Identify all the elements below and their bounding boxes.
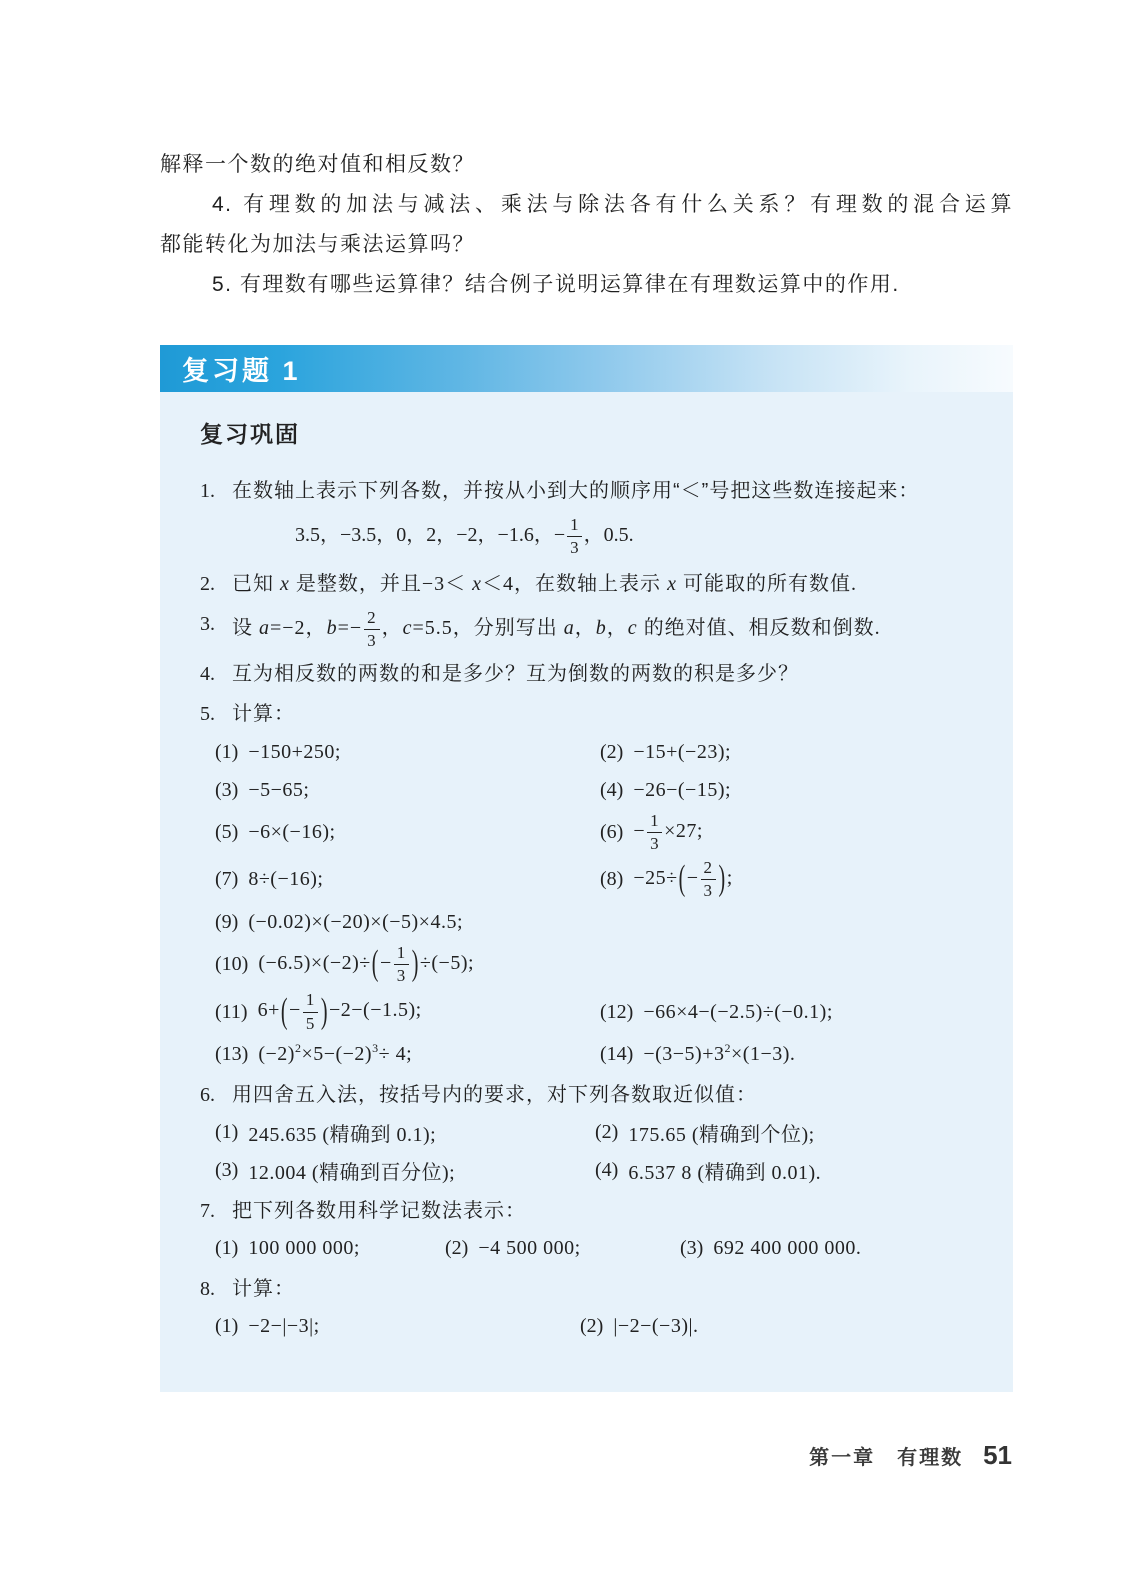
problem-6-item-1 <box>215 1118 595 1147</box>
problem-8-text: 计算： <box>232 1277 295 1300</box>
item-label: (1) <box>215 1121 239 1144</box>
item-expression: 12.004 (精确到百分位); <box>248 1162 456 1185</box>
problem-4 <box>200 656 973 693</box>
item-label: (1) <box>215 1237 239 1260</box>
problem-2 <box>200 566 973 603</box>
review-banner <box>160 345 1013 392</box>
question-3-continuation: 解释一个数的绝对值和相反数？ <box>160 153 475 176</box>
item-expression: −66×4−(−2.5)÷(−0.1); <box>643 1000 833 1023</box>
item-label: (8) <box>600 868 624 891</box>
problem-6-item-4 <box>595 1156 973 1185</box>
page-footer <box>809 1440 1012 1471</box>
item-expression: 6.537 8 (精确到 0.01). <box>628 1162 822 1185</box>
problem-1-text: 在数轴上表示下列各数，并按从小到大的顺序用“＜”号把这些数连接起来： <box>232 480 920 502</box>
problem-8-item-1 <box>215 1315 580 1338</box>
item-expression: 6+(− $\frac{1}{5}$ )−2−(−1.5); <box>257 990 422 1033</box>
problem-7-text: 把下列各数用科学记数法表示： <box>232 1199 526 1222</box>
item-label: (1) <box>215 740 239 763</box>
problem-5-item-13 <box>215 1043 600 1066</box>
item-label: (4) <box>595 1159 619 1182</box>
section-title: 复习巩固 <box>200 421 300 447</box>
problem-5-item-8 <box>600 856 973 903</box>
problem-6-item-2 <box>595 1118 973 1147</box>
problem-5-item-4 <box>600 779 973 802</box>
item-label: (3) <box>215 778 239 801</box>
item-label: (2) <box>595 1121 619 1144</box>
problem-1-number: 1. <box>200 480 215 502</box>
item-expression: $(-2)^2\times 5-(-2)^3\div 4$; <box>258 1041 413 1066</box>
item-label: (10) <box>215 953 249 976</box>
problem-5-text: 计算： <box>232 703 295 726</box>
problem-5-item-10 <box>215 941 973 988</box>
problem-5-item-1 <box>215 741 600 764</box>
problem-8-items <box>215 1308 973 1346</box>
item-label: (14) <box>600 1043 634 1066</box>
item-label: (1) <box>215 1315 239 1338</box>
item-label: (3) <box>680 1237 704 1260</box>
question-4-line-1: 4. 有理数的加法与减法、乘法与除法各有什么关系？有理数的混合运算 <box>212 193 1013 216</box>
item-expression: 100 000 000; <box>248 1237 360 1260</box>
problem-6 <box>200 1077 973 1190</box>
problem-2-text: 已知 x 是整数，并且−3＜ x＜4，在数轴上表示 x 可能取的所有数值. <box>232 573 857 596</box>
problem-8-item-2 <box>580 1315 973 1338</box>
item-expression: −150+250; <box>248 740 341 763</box>
item-expression: − $\frac{1}{3}$ ×27; <box>633 811 703 854</box>
problem-6-item-3 <box>215 1156 595 1185</box>
problem-2-number: 2. <box>200 573 215 596</box>
problem-5-number: 5. <box>200 703 215 726</box>
problem-4-text: 互为相反数的两数的和是多少？互为倒数的两数的积是多少？ <box>232 663 799 686</box>
problem-6-number: 6. <box>200 1083 215 1106</box>
problem-5-item-5 <box>215 821 600 844</box>
problem-8-number: 8. <box>200 1277 215 1300</box>
problem-7-number: 7. <box>200 1199 215 1222</box>
item-expression: −25÷(− $\frac{2}{3}$ ); <box>633 858 733 901</box>
problem-7 <box>200 1193 973 1268</box>
item-expression: −5−65; <box>248 778 310 801</box>
problem-5 <box>200 696 973 1073</box>
question-5: 5. 有理数有哪些运算律？结合例子说明运算律在有理数运算中的作用. <box>212 273 900 296</box>
item-expression: $-(3-5)+3^2\times(1-3)$. <box>643 1041 796 1066</box>
problem-8 <box>200 1271 973 1346</box>
problem-6-text: 用四舍五入法，按括号内的要求，对下列各数取近似值： <box>232 1083 757 1106</box>
problem-7-item-2 <box>445 1237 680 1260</box>
item-label: (6) <box>600 821 624 844</box>
problem-5-item-2 <box>600 741 973 764</box>
problem-5-item-7 <box>215 868 600 891</box>
problem-5-item-3 <box>215 779 600 802</box>
problem-4-number: 4. <box>200 663 215 686</box>
problem-5-item-9 <box>215 911 973 934</box>
problem-7-items <box>215 1230 973 1268</box>
item-expression: −26−(−15); <box>633 778 732 801</box>
item-label: (7) <box>215 868 239 891</box>
item-expression: 8÷(−16); <box>248 868 324 891</box>
problem-7-item-3 <box>680 1237 973 1260</box>
item-expression: −4 500 000; <box>478 1237 581 1260</box>
review-banner-title: 复习题 1 <box>182 356 301 386</box>
item-label: (12) <box>600 1000 634 1023</box>
item-label: (11) <box>215 1000 248 1023</box>
problem-1-number-list: 3.5，−3.5，0，2，−2，−1.6，− $\frac{1}{3}$ ，0.5. <box>295 515 634 558</box>
item-expression: −6×(−16); <box>248 821 336 844</box>
problem-5-item-11 <box>215 988 600 1035</box>
item-label: (2) <box>445 1237 469 1260</box>
problem-3 <box>200 606 973 653</box>
item-label: (3) <box>215 1159 239 1182</box>
item-expression: |−2−(−3)|. <box>613 1315 699 1338</box>
item-label: (13) <box>215 1043 249 1066</box>
item-expression: 245.635 (精确到 0.1); <box>248 1124 437 1147</box>
item-expression: 692 400 000 000. <box>713 1237 862 1260</box>
item-label: (9) <box>215 910 239 933</box>
item-expression: (−6.5)×(−2)÷(− $\frac{1}{3}$ )÷(−5); <box>258 943 475 986</box>
page-number: 51 <box>983 1440 1012 1470</box>
item-expression: 175.65 (精确到个位); <box>628 1124 815 1147</box>
problem-3-number: 3. <box>200 613 215 636</box>
item-expression: (−0.02)×(−20)×(−5)×4.5; <box>248 910 464 933</box>
problem-5-item-14 <box>600 1043 973 1066</box>
chapter-label: 第一章 有理数 <box>809 1447 964 1469</box>
item-label: (4) <box>600 778 624 801</box>
item-expression: −2−|−3|; <box>248 1315 320 1338</box>
problem-5-items <box>215 733 973 1073</box>
intro-questions <box>160 145 1013 305</box>
item-label: (5) <box>215 821 239 844</box>
problem-5-item-12 <box>600 1001 973 1024</box>
problem-6-items <box>215 1114 973 1190</box>
item-expression: −15+(−23); <box>633 740 732 763</box>
item-label: (2) <box>600 740 624 763</box>
problem-7-item-1 <box>215 1237 445 1260</box>
review-exercise-box <box>160 392 1013 1392</box>
problem-1 <box>200 473 973 563</box>
question-4-line-2: 都能转化为加法与乘法运算吗？ <box>160 233 475 256</box>
item-label: (2) <box>580 1315 604 1338</box>
problem-3-text: 设 a=−2，b=− $\frac{2}{3}$ ，c=5.5，分别写出 a，b，c 的绝对值、相反数和倒数. <box>232 608 881 651</box>
problem-5-item-6 <box>600 809 973 856</box>
